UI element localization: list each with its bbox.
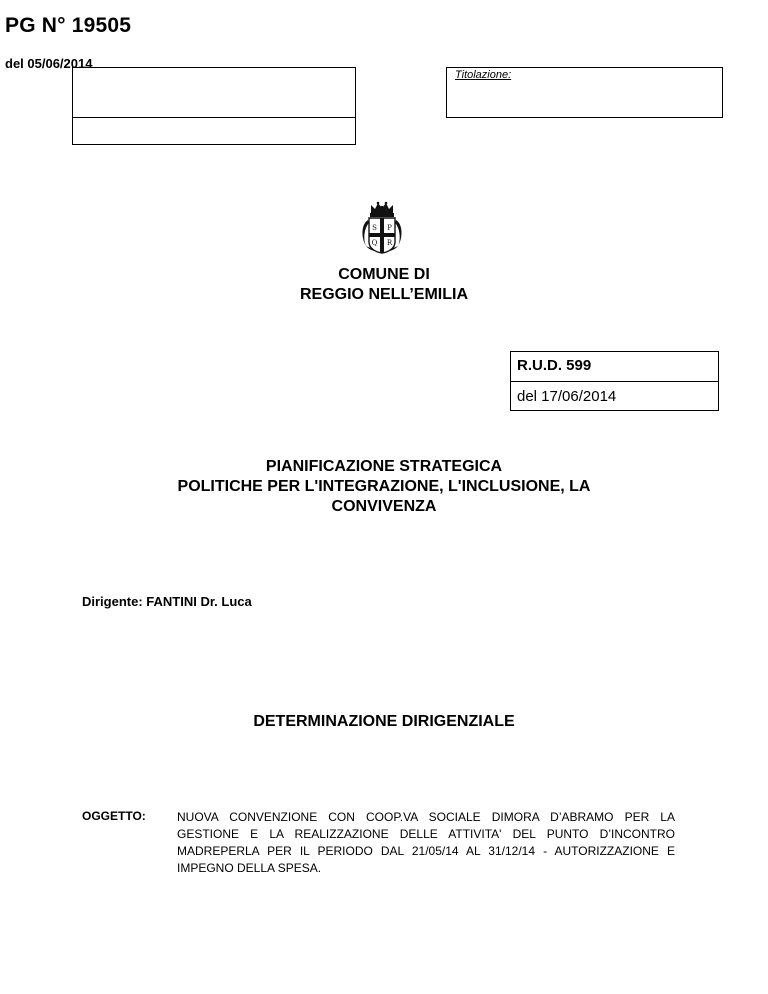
crest-letter-q: Q	[371, 239, 378, 247]
protocol-date: del 05/06/2014	[5, 56, 93, 71]
dirigente-name: Dirigente: FANTINI Dr. Luca	[82, 594, 252, 609]
oggetto-label: OGGETTO:	[82, 809, 146, 823]
municipality-name-line2: REGGIO NELL’EMILIA	[299, 286, 468, 303]
protocol-box	[72, 67, 356, 145]
city-coat-of-arms-icon	[357, 200, 407, 256]
protocol-number-cell	[73, 68, 355, 118]
rud-box	[510, 351, 719, 411]
department-title-line1: PIANIFICAZIONE STRATEGICA	[265, 458, 503, 475]
crest-letter-p: P	[387, 224, 392, 232]
rud-number: R.U.D. 599	[517, 357, 592, 374]
department-title-line3: CONVIVENZA	[331, 498, 437, 515]
protocol-number: PG N° 19505	[5, 14, 132, 37]
titolazione-label: Titolazione:	[455, 69, 512, 81]
municipality-name-line1: COMUNE DI	[338, 266, 430, 283]
crest-letter-s: S	[372, 224, 377, 232]
oggetto-text: NUOVA CONVENZIONE CON COOP.VA SOCIALE DIMORA D’ABRAMO PER LA GESTIONE E LA REALIZZAZIONE DELLE ATTIVITA' DEL PUNTO D’INCONTRO MADREPERLA PER IL PERIODO DAL 21/05/14 AL 31/12/14 - AUTORIZZAZIONE E IMPEGNO DELLA SPESA.	[177, 810, 675, 875]
document-type-title: DETERMINAZIONE DIRIGENZIALE	[253, 713, 515, 730]
department-title-line2: POLITICHE PER L'INTEGRAZIONE, L'INCLUSIONE, LA	[177, 478, 591, 495]
department-title	[0, 457, 768, 517]
rud-date: del 17/06/2014	[517, 388, 617, 405]
rud-number-cell	[511, 352, 718, 382]
titolazione-box	[446, 67, 723, 118]
crest-letter-r: R	[386, 239, 393, 247]
